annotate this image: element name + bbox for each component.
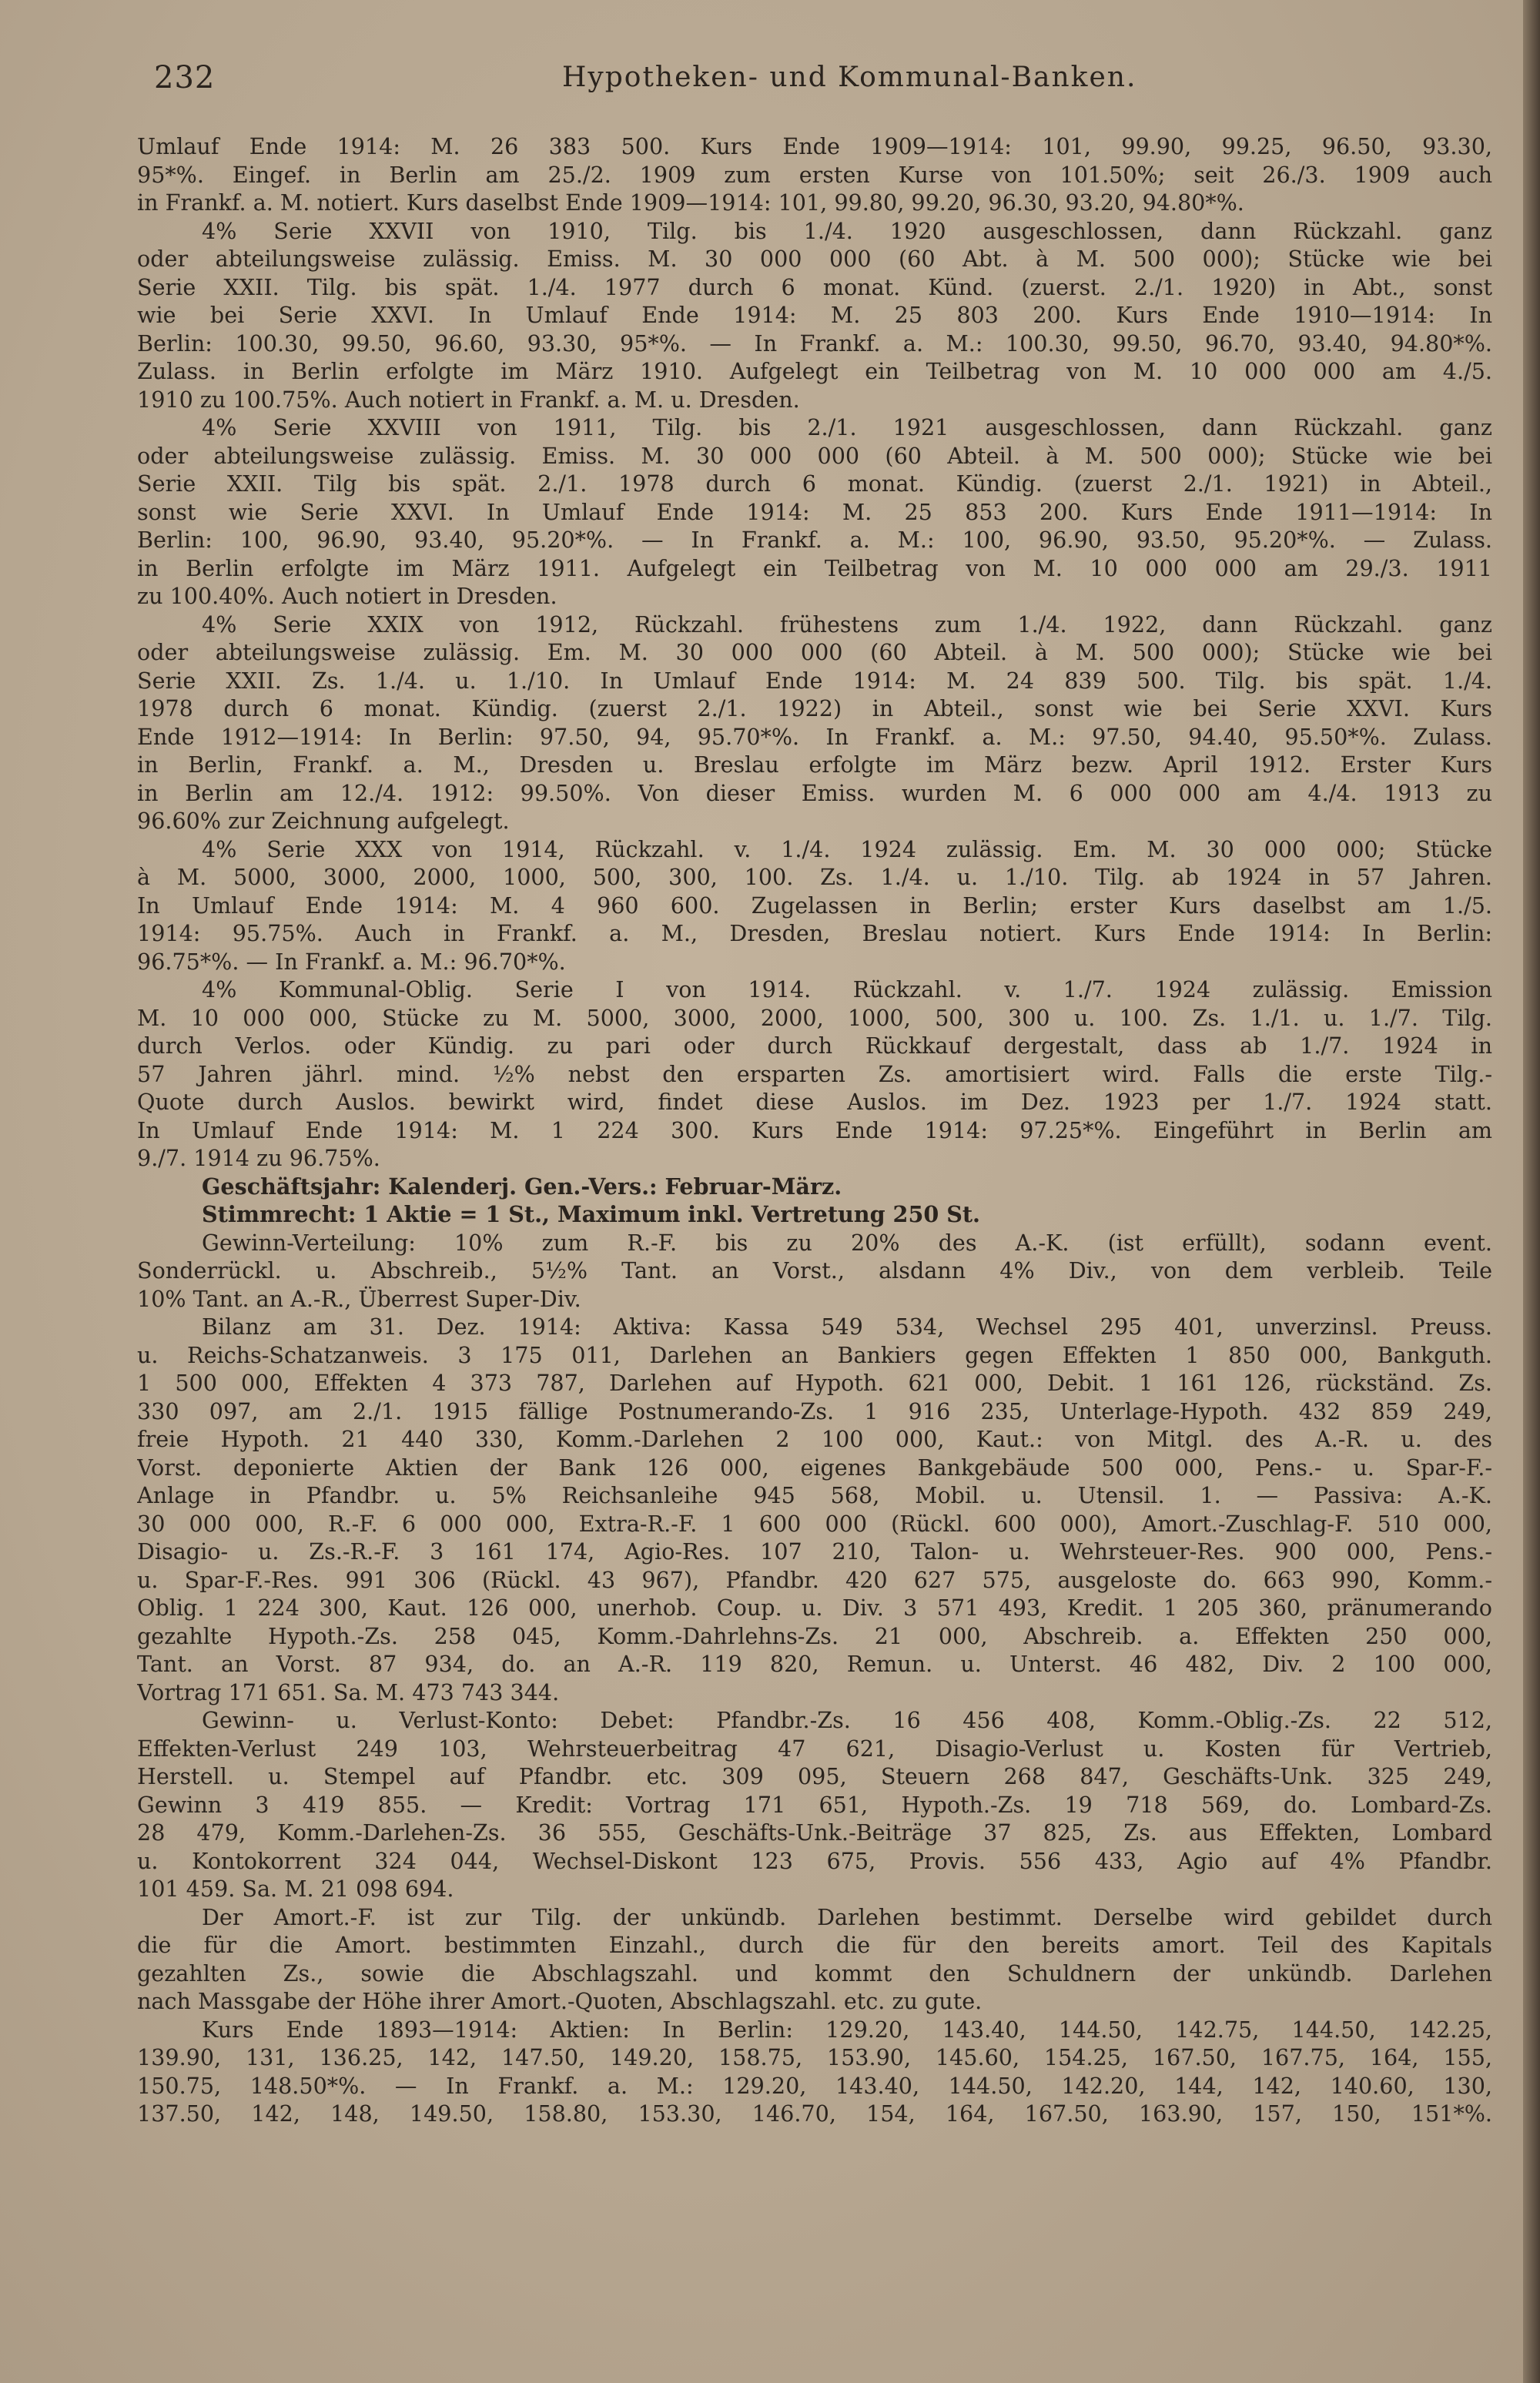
text-line: durch Verlos. oder Kündig. zu pari oder durch Rückkauf dergestalt, dass ab 1./7. 1924 in: [137, 1033, 1492, 1059]
text-line: Serie XXII. Zs. 1./4. u. 1./10. In Umlauf Ende 1914: M. 24 839 500. Tilg. bis spät. 1./4.: [137, 667, 1492, 694]
text-line: 101 459. Sa. M. 21 098 694.: [137, 1876, 454, 1902]
text-line: Anlage in Pfandbr. u. 5% Reichsanleihe 945 568, Mobil. u. Utensil. 1. — Passiva: A.-K.: [137, 1482, 1492, 1508]
text-line: zu 100.40%. Auch notiert in Dresden.: [137, 583, 557, 609]
text-line: gezahlte Hypoth.-Zs. 258 045, Komm.-Dahrlehns-Zs. 21 000, Abschreib. a. Effekten 250 000,: [137, 1622, 1492, 1649]
book-spine-shadow: [1523, 0, 1540, 2383]
text-line: in Frankf. a. M. notiert. Kurs daselbst Ende 1909—1914: 101, 99.80, 99.20, 96.30, 93.20, 94.80*%.: [137, 189, 1244, 216]
text-line: 137.50, 142, 148, 149.50, 158.80, 153.30, 146.70, 154, 164, 167.50, 163.90, 157, 150, 151*%.: [137, 2100, 1492, 2127]
text-line: in Berlin erfolgte im März 1911. Aufgelegt ein Teilbetrag von M. 10 000 000 am 29./3. 1911: [137, 554, 1492, 581]
text-line: In Umlauf Ende 1914: M. 4 960 600. Zugelassen in Berlin; erster Kurs daselbst am 1./5.: [137, 892, 1492, 919]
text-line: 4% Serie XXX von 1914, Rückzahl. v. 1./4. 1924 zulässig. Em. M. 30 000 000; Stücke: [202, 835, 1492, 862]
text-line: Stimmrecht: 1 Aktie = 1 St., Maximum inkl. Vertretung 250 St.: [202, 1201, 981, 1227]
text-line: 96.75*%. — In Frankf. a. M.: 96.70*%.: [137, 948, 566, 975]
text-line: Sonderrückl. u. Abschreib., 5½% Tant. an Vorst., alsdann 4% Div., von dem verbleib. Teile: [137, 1257, 1492, 1284]
text-line: freie Hypoth. 21 440 330, Komm.-Darlehen 2 100 000, Kaut.: von Mitgl. des A.-R. u. des: [137, 1426, 1492, 1452]
text-line: 28 479, Komm.-Darlehen-Zs. 36 555, Geschäfts-Unk.-Beiträge 37 825, Zs. aus Effekten, Lombard: [137, 1819, 1492, 1846]
text-line: Bilanz am 31. Dez. 1914: Aktiva: Kassa 549 534, Wechsel 295 401, unverzinsl. Preuss.: [202, 1314, 1492, 1340]
text-line: Serie XXII. Tilg bis spät. 2./1. 1978 durch 6 monat. Kündig. (zuerst 2./1. 1921) in Abteil.,: [137, 470, 1492, 497]
text-line: Effekten-Verlust 249 103, Wehrsteuerbeitrag 47 621, Disagio-Verlust u. Kosten für Vertrieb,: [137, 1735, 1492, 1762]
text-line: Tant. an Vorst. 87 934, do. an A.-R. 119 820, Remun. u. Unterst. 46 482, Div. 2 100 000,: [137, 1651, 1492, 1677]
text-line: die für die Amort. bestimmten Einzahl., durch die für den bereits amort. Teil des Kapitals: [137, 1932, 1492, 1958]
text-line: Umlauf Ende 1914: M. 26 383 500. Kurs Ende 1909—1914: 101, 99.90, 99.25, 96.50, 93.30,: [137, 133, 1492, 159]
text-line: Herstell. u. Stempel auf Pfandbr. etc. 309 095, Steuern 268 847, Geschäfts-Unk. 325 249,: [137, 1763, 1492, 1789]
text-line: 9./7. 1914 zu 96.75%.: [137, 1145, 380, 1171]
text-line: wie bei Serie XXVI. In Umlauf Ende 1914: M. 25 803 200. Kurs Ende 1910—1914: In: [137, 302, 1492, 328]
text-line: Geschäftsjahr: Kalenderj. Gen.-Vers.: Februar-März.: [202, 1173, 842, 1200]
text-line: oder abteilungsweise zulässig. Emiss. M. 30 000 000 (60 Abteil. à M. 500 000); Stücke wie bei: [137, 442, 1492, 469]
text-line: Vorst. deponierte Aktien der Bank 126 000, eigenes Bankgebäude 500 000, Pens.- u. Spar-F.-: [137, 1454, 1492, 1481]
text-line: Disagio- u. Zs.-R.-F. 3 161 174, Agio-Res. 107 210, Talon- u. Wehrsteuer-Res. 900 000, Pens.-: [137, 1538, 1492, 1565]
text-line: u. Reichs-Schatzanweis. 3 175 011, Darlehen an Bankiers gegen Effekten 1 850 000, Bankguth.: [137, 1341, 1492, 1368]
text-line: gezahlten Zs., sowie die Abschlagszahl. und kommt den Schuldnern der unkündb. Darlehen: [137, 1960, 1492, 1986]
text-line: Berlin: 100.30, 99.50, 96.60, 93.30, 95*%. — In Frankf. a. M.: 100.30, 99.50, 96.70, 93.40, 94.80*%.: [137, 330, 1492, 356]
text-line: 10% Tant. an A.-R., Überrest Super-Div.: [137, 1285, 581, 1312]
text-line: oder abteilungsweise zulässig. Emiss. M. 30 000 000 (60 Abt. à M. 500 000); Stücke wie bei: [137, 246, 1492, 272]
text-line: 4% Serie XXVII von 1910, Tilg. bis 1./4. 1920 ausgeschlossen, dann Rückzahl. ganz: [202, 217, 1492, 244]
text-line: Oblig. 1 224 300, Kaut. 126 000, unerhob. Coup. u. Div. 3 571 493, Kredit. 1 205 360, pränumerando: [137, 1595, 1492, 1621]
text-line: Gewinn 3 419 855. — Kredit: Vortrag 171 651, Hypoth.-Zs. 19 718 569, do. Lombard-Zs.: [137, 1791, 1492, 1818]
text-line: 4% Serie XXVIII von 1911, Tilg. bis 2./1. 1921 ausgeschlossen, dann Rückzahl. ganz: [202, 414, 1492, 440]
text-line: u. Kontokorrent 324 044, Wechsel-Diskont 123 675, Provis. 556 433, Agio auf 4% Pfandbr.: [137, 1847, 1492, 1874]
text-line: 330 097, am 2./1. 1915 fällige Postnumerando-Zs. 1 916 235, Unterlage-Hypoth. 432 859 249,: [137, 1397, 1492, 1424]
text-line: nach Massgabe der Höhe ihrer Amort.-Quoten, Abschlagszahl. etc. zu gute.: [137, 1988, 983, 2014]
page-number: 232: [154, 60, 216, 95]
text-line: 1914: 95.75%. Auch in Frankf. a. M., Dresden, Breslau notiert. Kurs Ende 1914: In Berlin:: [137, 920, 1492, 946]
text-line: 95*%. Eingef. in Berlin am 25./2. 1909 zum ersten Kurse von 101.50%; seit 26./3. 1909 auch: [137, 161, 1492, 188]
text-line: Vortrag 171 651. Sa. M. 473 743 344.: [137, 1678, 560, 1705]
text-line: Quote durch Auslos. bewirkt wird, findet diese Auslos. im Dez. 1923 per 1./7. 1924 statt.: [137, 1089, 1492, 1115]
text-line: 1910 zu 100.75%. Auch notiert in Frankf. a. M. u. Dresden.: [137, 386, 800, 413]
text-line: Serie XXII. Tilg. bis spät. 1./4. 1977 durch 6 monat. Künd. (zuerst. 2./1. 1920) in Abt., sonst: [137, 273, 1492, 300]
text-line: 4% Kommunal-Oblig. Serie I von 1914. Rückzahl. v. 1./7. 1924 zulässig. Emission: [202, 976, 1492, 1002]
text-line: 57 Jahren jährl. mind. ½% nebst den ersparten Zs. amortisiert wird. Falls die erste Tilg.-: [137, 1060, 1492, 1087]
text-line: Zulass. in Berlin erfolgte im März 1910. Aufgelegt ein Teilbetrag von M. 10 000 000 am 4./5.: [137, 358, 1492, 384]
page-header: [154, 52, 1494, 106]
text-line: Kurs Ende 1893—1914: Aktien: In Berlin: 129.20, 143.40, 144.50, 142.75, 144.50, 142.25,: [202, 2016, 1492, 2043]
text-line: Gewinn- u. Verlust-Konto: Debet: Pfandbr.-Zs. 16 456 408, Komm.-Oblig.-Zs. 22 512,: [202, 1707, 1492, 1733]
text-line: in Berlin, Frankf. a. M., Dresden u. Breslau erfolgte im März bezw. April 1912. Erster Kurs: [137, 751, 1492, 778]
text-line: in Berlin am 12./4. 1912: 99.50%. Von dieser Emiss. wurden M. 6 000 000 am 4./4. 1913 zu: [137, 779, 1492, 806]
text-line: M. 10 000 000, Stücke zu M. 5000, 3000, 2000, 1000, 500, 300 u. 100. Zs. 1./1. u. 1./7. Tilg.: [137, 1004, 1492, 1031]
text-line: Berlin: 100, 96.90, 93.40, 95.20*%. — In Frankf. a. M.: 100, 96.90, 93.50, 95.20*%. — Zulass.: [137, 527, 1492, 553]
body-text: [137, 132, 1492, 2128]
text-line: 150.75, 148.50*%. — In Frankf. a. M.: 129.20, 143.40, 144.50, 142.20, 144, 142, 140.60, 130,: [137, 2072, 1492, 2099]
text-line: 4% Serie XXIX von 1912, Rückzahl. frühestens zum 1./4. 1922, dann Rückzahl. ganz: [202, 611, 1492, 638]
text-line: oder abteilungsweise zulässig. Em. M. 30 000 000 (60 Abteil. à M. 500 000); Stücke wie bei: [137, 639, 1492, 665]
running-title: Hypotheken- und Kommunal-Banken.: [562, 62, 1137, 93]
text-line: 96.60% zur Zeichnung aufgelegt.: [137, 808, 510, 834]
text-line: Der Amort.-F. ist zur Tilg. der unkündb. Darlehen bestimmt. Derselbe wird gebildet durch: [202, 1903, 1492, 1930]
text-line: 1 500 000, Effekten 4 373 787, Darlehen auf Hypoth. 621 000, Debit. 1 161 126, rückständ. Zs.: [137, 1370, 1492, 1396]
text-line: sonst wie Serie XXVI. In Umlauf Ende 1914: M. 25 853 200. Kurs Ende 1911—1914: In: [137, 498, 1492, 525]
text-line: à M. 5000, 3000, 2000, 1000, 500, 300, 100. Zs. 1./4. u. 1./10. Tilg. ab 1924 in 57 Jahren.: [137, 864, 1492, 890]
text-line: 30 000 000, R.-F. 6 000 000, Extra-R.-F. 1 600 000 (Rückl. 600 000), Amort.-Zuschlag-F. 510 000,: [137, 1510, 1492, 1537]
text-line: 1978 durch 6 monat. Kündig. (zuerst 2./1. 1922) in Abteil., sonst wie bei Serie XXVI. Kurs: [137, 695, 1492, 721]
text-line: Gewinn-Verteilung: 10% zum R.-F. bis zu 20% des A.-K. (ist erfüllt), sodann event.: [202, 1229, 1492, 1256]
text-line: In Umlauf Ende 1914: M. 1 224 300. Kurs Ende 1914: 97.25*%. Eingeführt in Berlin am: [137, 1116, 1492, 1143]
text-line: 139.90, 131, 136.25, 142, 147.50, 149.20, 158.75, 153.90, 145.60, 154.25, 167.50, 167.75, 164, 155,: [137, 2044, 1492, 2070]
text-line: u. Spar-F.-Res. 991 306 (Rückl. 43 967), Pfandbr. 420 627 575, ausgeloste do. 663 990, Komm.-: [137, 1566, 1492, 1593]
text-line: Ende 1912—1914: In Berlin: 97.50, 94, 95.70*%. In Frankf. a. M.: 97.50, 94.40, 95.50*%. Zulass.: [137, 723, 1492, 750]
